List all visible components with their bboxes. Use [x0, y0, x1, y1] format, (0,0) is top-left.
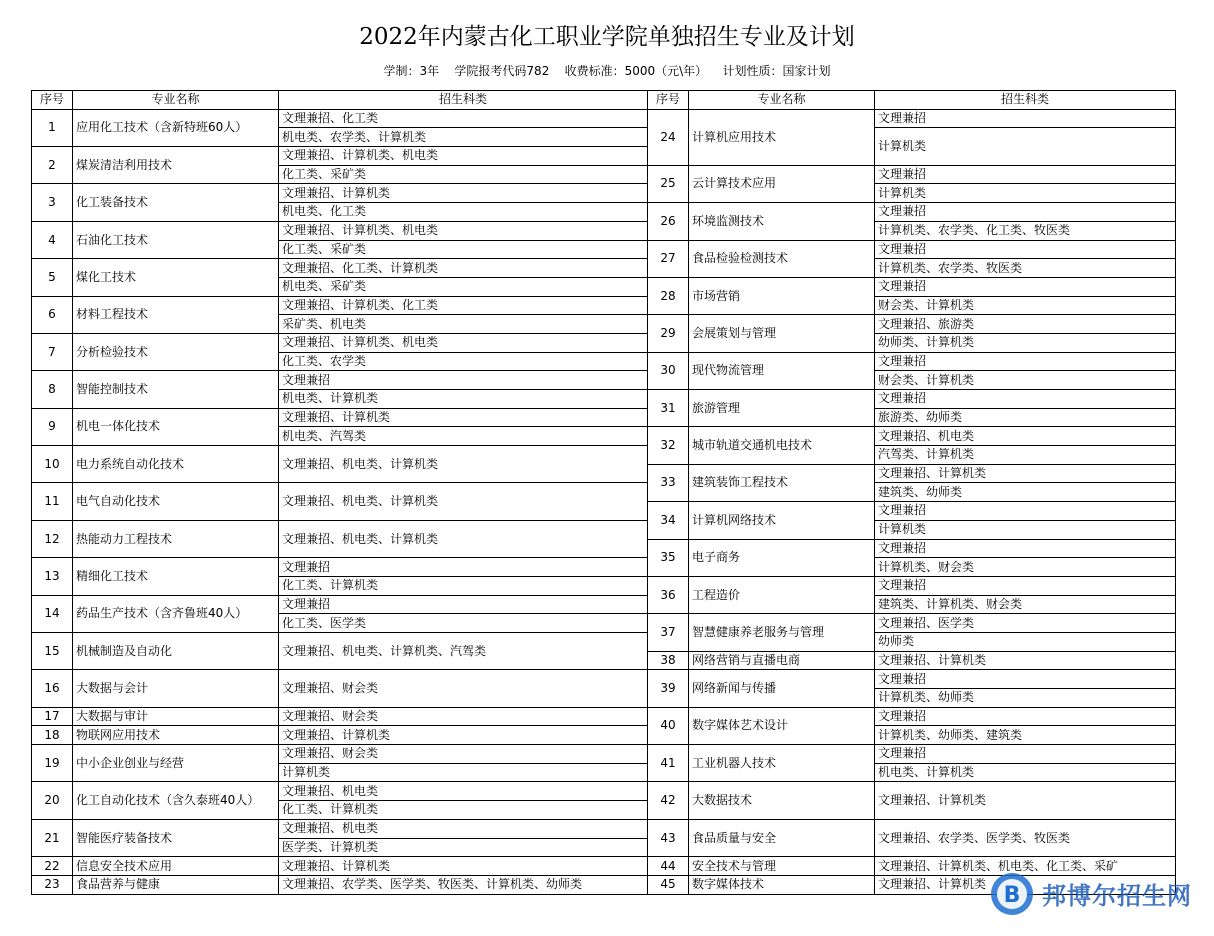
info-duration: 学制：3年 — [383, 64, 440, 78]
enroll-category: 文理兼招、计算机类、机电类、化工类、采矿 — [875, 857, 1176, 876]
major-name: 城市轨道交通机电技术 — [689, 427, 875, 464]
enroll-category: 文理兼招 — [875, 277, 1176, 296]
document-subtitle — [0, 62, 1214, 79]
watermark-logo-icon — [988, 870, 1036, 918]
major-name: 物联网应用技术 — [73, 726, 279, 745]
major-name: 建筑装饰工程技术 — [689, 464, 875, 501]
enroll-category: 采矿类、机电类 — [279, 315, 648, 334]
enroll-category: 文理兼招、计算机类 — [875, 651, 1176, 670]
row-number: 38 — [648, 651, 689, 670]
major-name: 会展策划与管理 — [689, 315, 875, 352]
enroll-category: 财会类、计算机类 — [875, 296, 1176, 315]
row-number: 11 — [32, 483, 73, 520]
major-name: 化工装备技术 — [73, 184, 279, 221]
enroll-category: 文理兼招、计算机类 — [279, 857, 648, 876]
major-name: 智慧健康养老服务与管理 — [689, 614, 875, 651]
table-row — [32, 558, 1176, 577]
row-number: 25 — [648, 165, 689, 202]
enroll-category: 机电类、汽驾类 — [279, 427, 648, 446]
enroll-category: 文理兼招、计算机类 — [279, 726, 648, 745]
row-number: 40 — [648, 707, 689, 744]
info-nature: 计划性质：国家计划 — [722, 64, 831, 78]
enroll-category: 计算机类、幼师类 — [875, 689, 1176, 708]
enroll-category: 文理兼招、机电类、计算机类 — [279, 446, 648, 483]
table-row — [32, 446, 1176, 465]
table-row — [32, 819, 1176, 838]
enroll-category: 机电类、采矿类 — [279, 277, 648, 296]
major-name: 数字媒体技术 — [689, 875, 875, 894]
enroll-category: 财会类、计算机类 — [875, 371, 1176, 390]
enroll-category: 计算机类、幼师类、建筑类 — [875, 726, 1176, 745]
info-code: 学院报考代码782 — [454, 64, 550, 78]
table-row — [32, 726, 1176, 745]
info-fee: 收费标准：5000（元\年） — [564, 64, 708, 78]
enroll-category: 建筑类、幼师类 — [875, 483, 1176, 502]
enroll-category: 文理兼招 — [875, 240, 1176, 259]
major-name: 智能医疗装备技术 — [73, 819, 279, 856]
major-name: 网络新闻与传播 — [689, 670, 875, 707]
enroll-category: 文理兼招 — [875, 707, 1176, 726]
row-number: 10 — [32, 446, 73, 483]
major-name: 云计算技术应用 — [689, 165, 875, 202]
row-number: 12 — [32, 520, 73, 557]
major-name: 电力系统自动化技术 — [73, 446, 279, 483]
table-row — [32, 333, 1176, 352]
enrollment-table — [31, 90, 1176, 895]
major-name: 大数据与审计 — [73, 707, 279, 726]
enroll-category: 化工类、农学类 — [279, 352, 648, 371]
table-row — [32, 184, 1176, 203]
row-number: 34 — [648, 502, 689, 539]
enroll-category: 计算机类、农学类、化工类、牧医类 — [875, 221, 1176, 240]
enroll-category: 机电类、农学类、计算机类 — [279, 128, 648, 147]
enroll-category: 化工类、计算机类 — [279, 576, 648, 595]
enroll-category: 文理兼招、机电类、计算机类、汽驾类 — [279, 632, 648, 669]
row-number: 17 — [32, 707, 73, 726]
header-category-right: 招生科类 — [875, 91, 1176, 110]
enroll-category: 计算机类、农学类、牧医类 — [875, 259, 1176, 278]
row-number: 42 — [648, 782, 689, 819]
enroll-category: 文理兼招、计算机类 — [279, 184, 648, 203]
enroll-category: 计算机类、财会类 — [875, 558, 1176, 577]
row-number: 8 — [32, 371, 73, 408]
major-name: 智能控制技术 — [73, 371, 279, 408]
row-number: 35 — [648, 539, 689, 576]
enroll-category: 计算机类 — [875, 520, 1176, 539]
enroll-category: 文理兼招 — [279, 558, 648, 577]
enroll-category: 机电类、计算机类 — [279, 390, 648, 409]
major-name: 计算机应用技术 — [689, 109, 875, 165]
enroll-category: 计算机类 — [875, 184, 1176, 203]
major-name: 食品检验检测技术 — [689, 240, 875, 277]
major-name: 煤化工技术 — [73, 259, 279, 296]
table-row — [32, 595, 1176, 614]
enroll-category: 文理兼招、农学类、医学类、牧医类 — [875, 819, 1176, 856]
major-name: 食品营养与健康 — [73, 875, 279, 894]
row-number: 21 — [32, 819, 73, 856]
major-name: 数字媒体艺术设计 — [689, 707, 875, 744]
header-major-right: 专业名称 — [689, 91, 875, 110]
enroll-category: 文理兼招、计算机类、机电类 — [279, 221, 648, 240]
enroll-category: 文理兼招、机电类 — [279, 819, 648, 838]
enroll-category: 文理兼招、旅游类 — [875, 315, 1176, 334]
major-name: 信息安全技术应用 — [73, 857, 279, 876]
major-name: 机械制造及自动化 — [73, 632, 279, 669]
enroll-category: 文理兼招、计算机类、机电类 — [279, 333, 648, 352]
table-row — [32, 483, 1176, 502]
header-major-left: 专业名称 — [73, 91, 279, 110]
enroll-category: 文理兼招、计算机类、化工类 — [279, 296, 648, 315]
row-number: 3 — [32, 184, 73, 221]
row-number: 37 — [648, 614, 689, 651]
row-number: 1 — [32, 109, 73, 146]
enroll-category: 机电类、化工类 — [279, 203, 648, 222]
row-number: 31 — [648, 390, 689, 427]
enroll-category: 文理兼招、医学类 — [875, 614, 1176, 633]
major-name: 化工自动化技术（含久泰班40人） — [73, 782, 279, 819]
major-name: 旅游管理 — [689, 390, 875, 427]
table-row — [32, 782, 1176, 801]
major-name: 应用化工技术（含新特班60人） — [73, 109, 279, 146]
row-number: 9 — [32, 408, 73, 445]
major-name: 环境监测技术 — [689, 203, 875, 240]
table-row — [32, 670, 1176, 689]
row-number: 7 — [32, 333, 73, 370]
major-name: 精细化工技术 — [73, 558, 279, 595]
table-row — [32, 109, 1176, 128]
major-name: 煤炭清洁利用技术 — [73, 147, 279, 184]
enroll-category: 文理兼招 — [875, 745, 1176, 764]
header-no-left: 序号 — [32, 91, 73, 110]
row-number: 18 — [32, 726, 73, 745]
enroll-category: 文理兼招、机电类 — [875, 427, 1176, 446]
enroll-category: 文理兼招 — [875, 165, 1176, 184]
enroll-category: 文理兼招、机电类、计算机类 — [279, 483, 648, 520]
major-name: 电子商务 — [689, 539, 875, 576]
enroll-category: 文理兼招 — [875, 390, 1176, 409]
row-number: 5 — [32, 259, 73, 296]
enroll-category: 文理兼招 — [875, 539, 1176, 558]
enroll-category: 幼师类、计算机类 — [875, 333, 1176, 352]
major-name: 工程造价 — [689, 576, 875, 613]
header-category-left: 招生科类 — [279, 91, 648, 110]
major-name: 网络营销与直播电商 — [689, 651, 875, 670]
document-title: 2022年内蒙古化工职业学院单独招生专业及计划 — [359, 24, 855, 50]
enroll-category: 机电类、计算机类 — [875, 763, 1176, 782]
major-name: 机电一体化技术 — [73, 408, 279, 445]
row-number: 33 — [648, 464, 689, 501]
enroll-category: 文理兼招 — [875, 670, 1176, 689]
table-row — [32, 296, 1176, 315]
major-name: 大数据技术 — [689, 782, 875, 819]
row-number: 6 — [32, 296, 73, 333]
row-number: 23 — [32, 875, 73, 894]
major-name: 电气自动化技术 — [73, 483, 279, 520]
enroll-category: 文理兼招、计算机类 — [279, 408, 648, 427]
enroll-category: 文理兼招 — [875, 203, 1176, 222]
major-name: 热能动力工程技术 — [73, 520, 279, 557]
row-number: 29 — [648, 315, 689, 352]
row-number: 44 — [648, 857, 689, 876]
enroll-category: 建筑类、计算机类、财会类 — [875, 595, 1176, 614]
major-name: 材料工程技术 — [73, 296, 279, 333]
row-number: 16 — [32, 670, 73, 707]
enroll-category: 文理兼招、计算机类、机电类 — [279, 147, 648, 166]
table-row — [32, 745, 1176, 764]
enroll-category: 计算机类 — [875, 128, 1176, 165]
enroll-category: 文理兼招、财会类 — [279, 670, 648, 707]
enroll-category: 文理兼招 — [875, 576, 1176, 595]
table-row — [32, 371, 1176, 390]
row-number: 22 — [32, 857, 73, 876]
enroll-category: 文理兼招、财会类 — [279, 745, 648, 764]
enroll-category: 计算机类 — [279, 763, 648, 782]
row-number: 2 — [32, 147, 73, 184]
table-row — [32, 259, 1176, 278]
major-name: 工业机器人技术 — [689, 745, 875, 782]
site-watermark — [988, 866, 1208, 926]
enroll-category: 旅游类、幼师类 — [875, 408, 1176, 427]
enroll-category: 汽驾类、计算机类 — [875, 446, 1176, 465]
row-number: 45 — [648, 875, 689, 894]
row-number: 24 — [648, 109, 689, 165]
table-body — [32, 109, 1176, 894]
row-number: 20 — [32, 782, 73, 819]
enroll-category: 幼师类 — [875, 632, 1176, 651]
major-name: 食品质量与安全 — [689, 819, 875, 856]
table-row — [32, 632, 1176, 651]
row-number: 27 — [648, 240, 689, 277]
major-name: 药品生产技术（含齐鲁班40人） — [73, 595, 279, 632]
major-name: 市场营销 — [689, 277, 875, 314]
enroll-category: 文理兼招、化工类 — [279, 109, 648, 128]
row-number: 26 — [648, 203, 689, 240]
enroll-category: 文理兼招 — [875, 352, 1176, 371]
enroll-category: 文理兼招 — [875, 502, 1176, 521]
table-header-row — [32, 91, 1176, 110]
row-number: 19 — [32, 745, 73, 782]
table-row — [32, 520, 1176, 539]
row-number: 41 — [648, 745, 689, 782]
row-number: 4 — [32, 221, 73, 258]
watermark-text: 邦博尔招生网 — [1042, 882, 1192, 910]
enroll-category: 化工类、计算机类 — [279, 801, 648, 820]
table-row — [32, 221, 1176, 240]
enroll-category: 文理兼招、化工类、计算机类 — [279, 259, 648, 278]
row-number: 28 — [648, 277, 689, 314]
enroll-category: 文理兼招 — [279, 595, 648, 614]
header-no-right: 序号 — [648, 91, 689, 110]
major-name: 中小企业创业与经营 — [73, 745, 279, 782]
watermark-logo-letter: B — [1003, 883, 1021, 908]
row-number: 14 — [32, 595, 73, 632]
enroll-category: 化工类、采矿类 — [279, 240, 648, 259]
row-number: 39 — [648, 670, 689, 707]
row-number: 30 — [648, 352, 689, 389]
enroll-category: 文理兼招、农学类、医学类、牧医类、计算机类、幼师类 — [279, 875, 648, 894]
enroll-category: 文理兼招、财会类 — [279, 707, 648, 726]
enroll-category: 医学类、计算机类 — [279, 838, 648, 857]
enroll-category: 文理兼招、计算机类 — [875, 875, 1176, 894]
major-name: 分析检验技术 — [73, 333, 279, 370]
major-name: 大数据与会计 — [73, 670, 279, 707]
row-number: 32 — [648, 427, 689, 464]
enroll-category: 文理兼招 — [279, 371, 648, 390]
major-name: 计算机网络技术 — [689, 502, 875, 539]
major-name: 石油化工技术 — [73, 221, 279, 258]
row-number: 15 — [32, 632, 73, 669]
enroll-category: 化工类、医学类 — [279, 614, 648, 633]
major-name: 安全技术与管理 — [689, 857, 875, 876]
enroll-category: 文理兼招、机电类、计算机类 — [279, 520, 648, 557]
table-row — [32, 707, 1176, 726]
enroll-category: 化工类、采矿类 — [279, 165, 648, 184]
table-row — [32, 408, 1176, 427]
row-number: 43 — [648, 819, 689, 856]
enroll-category: 文理兼招 — [875, 109, 1176, 128]
enroll-category: 文理兼招、计算机类 — [875, 464, 1176, 483]
row-number: 36 — [648, 576, 689, 613]
enroll-category: 文理兼招、计算机类 — [875, 782, 1176, 819]
major-name: 现代物流管理 — [689, 352, 875, 389]
row-number: 13 — [32, 558, 73, 595]
enroll-category: 文理兼招、机电类 — [279, 782, 648, 801]
